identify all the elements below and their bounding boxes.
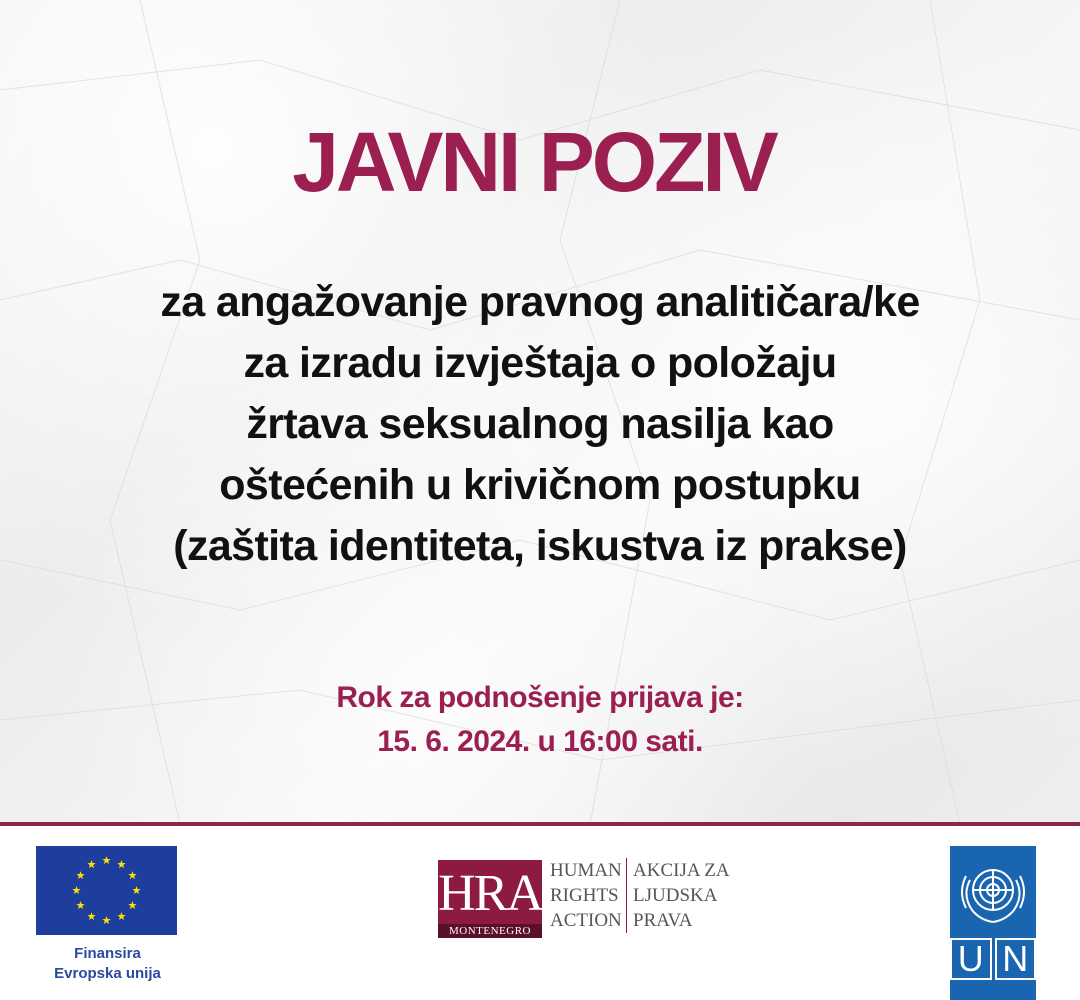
eu-star-icon [117, 860, 125, 868]
un-emblem-icon [950, 850, 1036, 936]
eu-caption-line: Evropska unija [54, 965, 161, 982]
hra-name-line: LJUDSKA [633, 885, 718, 906]
undp-letter: U [950, 938, 992, 980]
eu-star-icon [87, 912, 95, 920]
eu-star-icon [76, 901, 84, 909]
announcement-subtitle [20, 272, 1060, 577]
undp-letter: N [995, 938, 1037, 980]
hra-logo-subtitle: MONTENEGRO [438, 924, 542, 938]
eu-star-icon [128, 901, 136, 909]
hra-name-line: PRAVA [633, 910, 693, 931]
page-title: JAVNI POZIV [292, 115, 776, 209]
deadline-date: 15. 6. 2024. u 16:00 sati. [377, 725, 703, 758]
hra-name-line: ACTION [550, 910, 622, 931]
eu-caption-line: Finansira [74, 945, 141, 962]
hra-logo-letters: HRA [438, 865, 542, 922]
deadline-label: Rok za podnošenje prijava je: [336, 681, 744, 714]
hra-name-line: RIGHTS [550, 885, 619, 906]
eu-star-icon [132, 886, 140, 894]
hra-name-line: HUMAN [550, 860, 622, 881]
subtitle-line: (zaštita identiteta, iskustva iz prakse) [173, 522, 907, 570]
subtitle-line: za angažovanje pravnog analitičara/ke [160, 278, 920, 326]
undp-logo [950, 846, 1036, 1000]
eu-star-icon [117, 912, 125, 920]
eu-star-icon [102, 856, 110, 864]
eu-flag-icon [36, 846, 177, 935]
eu-star-icon [128, 871, 136, 879]
hra-english-name [550, 858, 622, 933]
subtitle-line: za izradu izvještaja o položaju [243, 339, 837, 387]
hra-logo [438, 858, 738, 938]
deadline-notice [0, 676, 1080, 764]
eu-caption [30, 944, 185, 984]
subtitle-line: žrtava seksualnog nasilja kao [246, 400, 834, 448]
eu-star-icon [87, 860, 95, 868]
eu-star-icon [102, 916, 110, 924]
undp-letters [950, 938, 1036, 980]
eu-star-icon [76, 871, 84, 879]
hra-name-line: AKCIJA ZA [633, 860, 730, 881]
eu-star-icon [72, 886, 80, 894]
hra-logo-box [438, 860, 542, 936]
hra-local-name [626, 858, 730, 933]
subtitle-line: oštećenih u krivičnom postupku [219, 461, 861, 509]
sponsor-footer [0, 826, 1080, 1000]
